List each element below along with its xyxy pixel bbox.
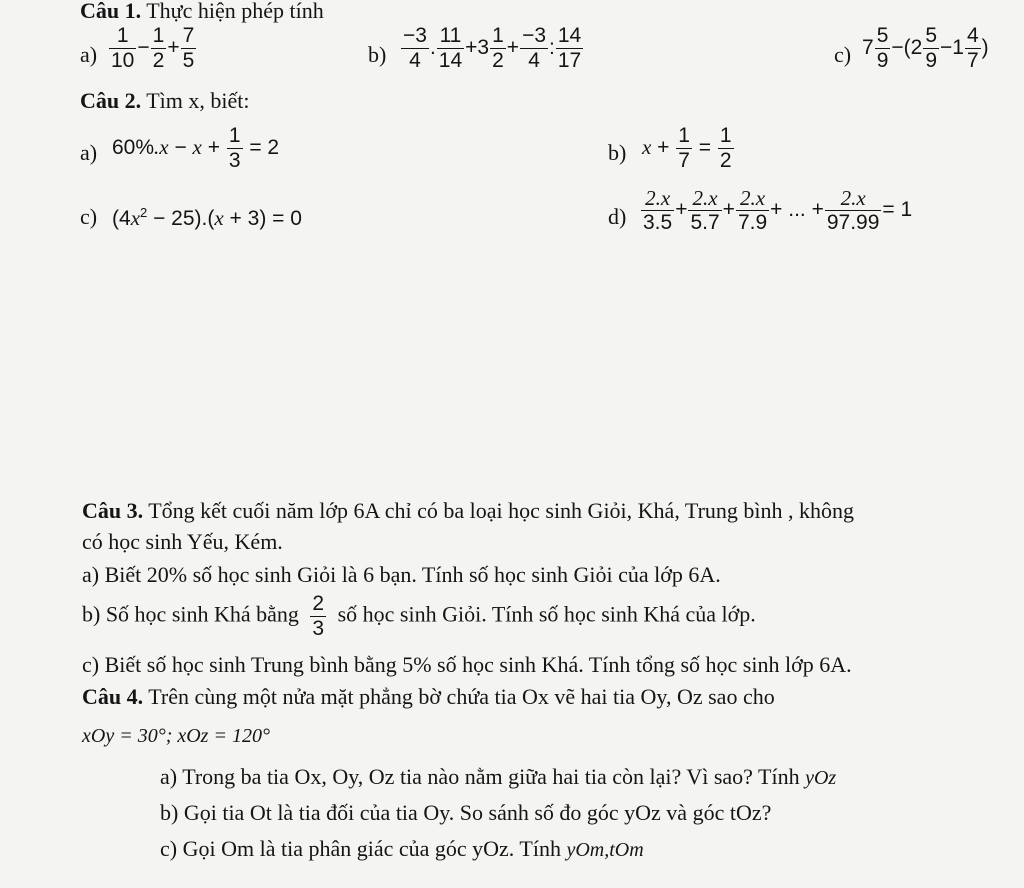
- cau2-b-label: b): [608, 140, 627, 165]
- cau1-title: Câu 1. Thực hiện phép tính: [80, 0, 324, 23]
- cau1-b-expression: $\frac{-3}{4}$ . $\frac{11}{14}$ +3 $\frac{1}{2}$ + $\frac{-3}{4}$ : $\frac{14}{17}$: [403, 24, 582, 73]
- cau1-a-label: a): [80, 42, 98, 67]
- cau2-a-expression: 60%.x − x + $\frac{1}{3}$ = 2: [112, 124, 280, 173]
- cau1-b-label: b): [368, 42, 387, 67]
- cau3-b: b) Số học sinh Khá bằng $\frac{2}{3}$ số học sinh Giỏi. Tính số học sinh Khá của lớp.: [82, 592, 756, 641]
- cau4-angles: xOy = 30°; xOz = 120°: [82, 725, 270, 747]
- cau2-d-label: d): [608, 204, 627, 229]
- cau3-line2: có học sinh Yếu, Kém.: [82, 529, 283, 554]
- cau2-title: Câu 2. Tìm x, biết:: [80, 88, 250, 113]
- cau3-line1: Câu 3. Tổng kết cuối năm lớp 6A chỉ có ba loại học sinh Giỏi, Khá, Trung bình , không: [82, 498, 855, 523]
- cau1-c-label: c): [834, 42, 852, 67]
- cau1-c-expression: 7 $\frac{5}{9}$ −(2 $\frac{5}{9}$ −1 $\frac{4}{7}$ ): [862, 24, 989, 73]
- cau2-d-expression: $\frac{2.x}{3.5}$ + $\frac{2.x}{5.7}$ + $\frac{2.x}{7.9}$ + ... + $\frac{2.x}{97.99}$ = 1: [643, 186, 913, 235]
- cau2-c-label: c): [80, 204, 98, 229]
- cau3-c: c) Biết số học sinh Trung bình bằng 5% số học sinh Khá. Tính tổng số học sinh lớp 6A.: [82, 652, 852, 677]
- cau3-a: a) Biết 20% số học sinh Giỏi là 6 bạn. Tính số học sinh Giỏi của lớp 6A.: [82, 562, 721, 587]
- cau2-c-expression: $(4x^2 - 25).(x + 3) = 0$: [112, 205, 302, 230]
- cau4-a: a) Trong ba tia Ox, Oy, Oz tia nào nằm giữa hai tia còn lại? Vì sao? Tính yOz: [160, 764, 837, 789]
- cau2-b-expression: x + $\frac{1}{7}$ = $\frac{1}{2}$: [642, 124, 732, 173]
- cau4-line1: Câu 4. Trên cùng một nửa mặt phẳng bờ chứa tia Ox vẽ hai tia Oy, Oz sao cho: [82, 684, 775, 709]
- cau1-a-expression: $\frac{1}{10}$ − $\frac{1}{2}$ + $\frac{7}{5}$: [111, 24, 195, 73]
- cau4-b: b) Gọi tia Ot là tia đối của tia Oy. So sánh số đo góc yOz và góc tOz?: [160, 800, 772, 825]
- cau4-c: c) Gọi Om là tia phân giác của góc yOz. Tính yOm,tOm: [160, 836, 644, 861]
- cau2-a-label: a): [80, 140, 98, 165]
